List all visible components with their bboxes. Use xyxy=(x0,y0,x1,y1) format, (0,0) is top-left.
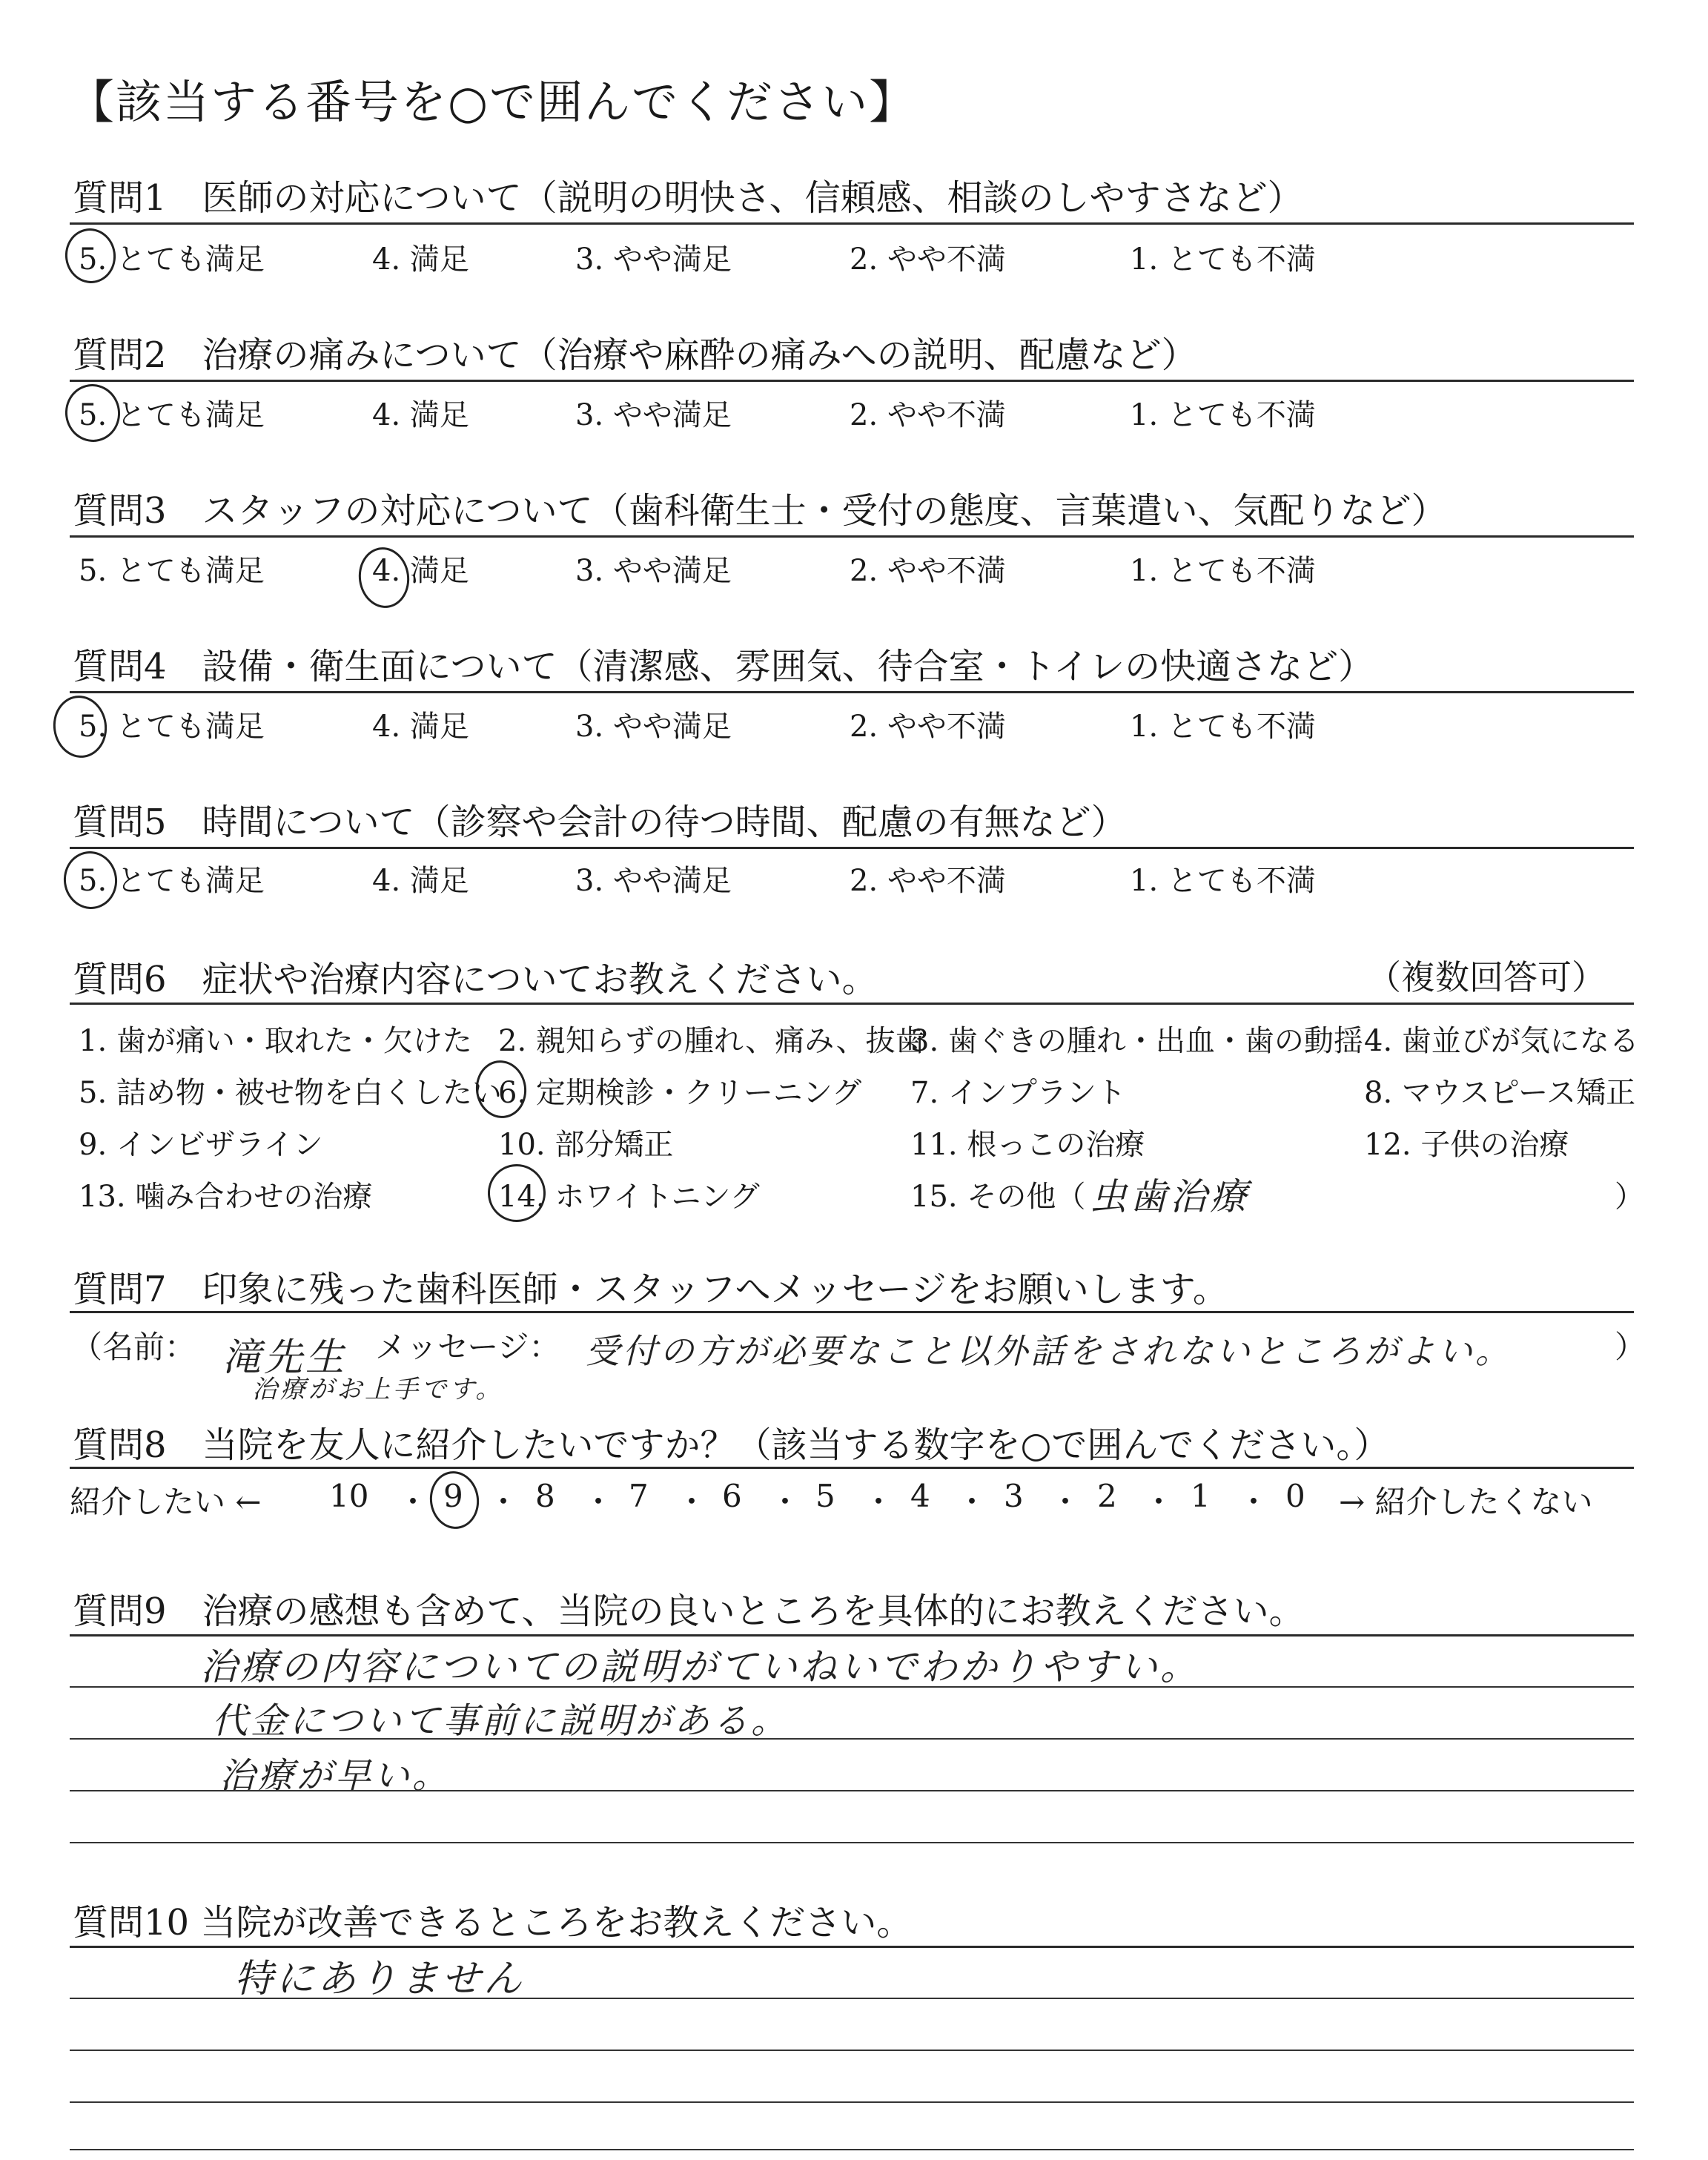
q5-option-1[interactable]: 1. とても不満 xyxy=(1130,864,1316,898)
q3-option-4[interactable]: 4. 満足 xyxy=(372,554,469,588)
q8-dot: ・ xyxy=(769,1484,801,1520)
q8-scale-10[interactable]: 10 xyxy=(329,1478,369,1514)
q8-dot: ・ xyxy=(676,1484,708,1520)
q8-scale-8[interactable]: 8 xyxy=(535,1478,555,1514)
q9-answer-line-1: 治療の内容についての説明がていねいでわかりやすい。 xyxy=(200,1645,1200,1688)
q2-option-2[interactable]: 2. やや不満 xyxy=(850,398,1006,432)
q7-message-text: 受付の方が必要なこと以外話をされないところがよい。 xyxy=(586,1331,1512,1371)
q2-option-1[interactable]: 1. とても不満 xyxy=(1130,398,1316,432)
q6-item-9[interactable]: 9. インビザライン xyxy=(79,1128,323,1162)
q3-option-3[interactable]: 3. やや満足 xyxy=(575,554,732,588)
q8-scale-6[interactable]: 6 xyxy=(722,1478,742,1514)
q8-dot: ・ xyxy=(863,1484,895,1520)
question-8-title: 質問8 当院を友人に紹介したいですか？（該当する数字を○で囲んでください。） xyxy=(73,1424,1390,1466)
q7-name-value: 滝先生 xyxy=(222,1335,348,1380)
q8-scale-5[interactable]: 5 xyxy=(815,1478,835,1514)
question-4-rule xyxy=(70,691,1634,693)
q2-option-4[interactable]: 4. 満足 xyxy=(372,398,469,432)
q1-option-2[interactable]: 2. やや不満 xyxy=(850,242,1006,277)
answer-line xyxy=(70,2149,1634,2150)
q8-dot: ・ xyxy=(956,1484,988,1520)
question-10-title: 質問10 当院が改善できるところをお教えください。 xyxy=(73,1902,913,1943)
q3-option-2[interactable]: 2. やや不満 xyxy=(850,554,1006,588)
q8-scale-7[interactable]: 7 xyxy=(629,1478,649,1514)
q8-scale-1[interactable]: 1 xyxy=(1191,1478,1211,1514)
q7-doctor-note: 治療がお上手です。 xyxy=(252,1375,504,1404)
q4-option-5[interactable]: 5. とても満足 xyxy=(79,710,265,744)
q6-other-answer: 虫歯治療 xyxy=(1090,1175,1250,1218)
q8-selected-circle xyxy=(426,1468,483,1532)
q1-option-5[interactable]: 5. とても満足 xyxy=(79,242,265,277)
q4-option-1[interactable]: 1. とても不満 xyxy=(1130,710,1316,744)
question-3-rule xyxy=(70,535,1634,538)
q3-option-1[interactable]: 1. とても不満 xyxy=(1130,554,1316,588)
q6-item-7[interactable]: 7. インプラント xyxy=(910,1076,1126,1110)
q3-option-5[interactable]: 5. とても満足 xyxy=(79,554,265,588)
multiple-answer-note: （複数回答可） xyxy=(1367,957,1606,997)
q8-dot: ・ xyxy=(397,1484,429,1520)
question-3-title: 質問3 スタッフの対応について（歯科衛生士・受付の態度、言葉遣い、気配りなど） xyxy=(73,490,1447,532)
q8-dot: ・ xyxy=(583,1484,615,1520)
q6-item-14[interactable]: 14. ホワイトニング xyxy=(498,1180,760,1214)
q6-selected-circle-6 xyxy=(472,1057,530,1122)
q5-option-4[interactable]: 4. 満足 xyxy=(372,864,469,898)
q6-item-2[interactable]: 2. 親知らずの腫れ、痛み、抜歯 xyxy=(498,1024,925,1058)
q4-option-4[interactable]: 4. 満足 xyxy=(372,710,469,744)
q2-option-3[interactable]: 3. やや満足 xyxy=(575,398,732,432)
q6-item-11[interactable]: 11. 根っこの治療 xyxy=(910,1128,1145,1162)
q2-selected-circle xyxy=(62,380,124,446)
question-7-rule xyxy=(70,1311,1634,1313)
q5-option-2[interactable]: 2. やや不満 xyxy=(850,864,1006,898)
q1-option-3[interactable]: 3. やや満足 xyxy=(575,242,732,277)
question-5-title: 質問5 時間について（診察や会計の待つ時間、配慮の有無など） xyxy=(73,802,1127,843)
q2-option-5[interactable]: 5. とても満足 xyxy=(79,398,265,432)
question-9-title: 質問9 治療の感想も含めて、当院の良いところを具体的にお教えください。 xyxy=(73,1591,1305,1632)
q6-item-10[interactable]: 10. 部分矯正 xyxy=(498,1128,674,1162)
q6-item-15[interactable]: 15. その他（ xyxy=(910,1180,1086,1214)
q4-option-2[interactable]: 2. やや不満 xyxy=(850,710,1006,744)
page-title: 【該当する番号を○で囲んでください】 xyxy=(68,75,917,129)
q7-close: ） xyxy=(1615,1329,1646,1365)
answer-line xyxy=(70,1842,1634,1843)
q10-answer-line-1: 特にありません xyxy=(234,1957,526,2001)
q9-answer-line-3: 治療が早い。 xyxy=(219,1755,451,1797)
answer-line xyxy=(70,2101,1634,2103)
q8-scale-4[interactable]: 4 xyxy=(910,1478,930,1514)
q6-selected-circle-14 xyxy=(484,1160,549,1226)
q1-option-1[interactable]: 1. とても不満 xyxy=(1130,242,1316,277)
q8-right-label: → 紹介したくない xyxy=(1339,1484,1593,1520)
q8-dot: ・ xyxy=(1238,1484,1270,1520)
q8-left-label: 紹介したい ← xyxy=(70,1484,262,1520)
q6-item-12[interactable]: 12. 子供の治療 xyxy=(1364,1128,1569,1162)
q5-option-3[interactable]: 3. やや満足 xyxy=(575,864,732,898)
question-7-title: 質問7 印象に残った歯科医師・スタッフへメッセージをお願いします。 xyxy=(73,1269,1228,1310)
q7-name-label: （名前： xyxy=(71,1329,196,1365)
question-4-title: 質問4 設備・衛生面について（清潔感、雰囲気、待合室・トイレの快適さなど） xyxy=(73,646,1374,687)
answer-line xyxy=(70,2050,1634,2051)
q8-dot: ・ xyxy=(1050,1484,1082,1520)
question-2-title: 質問2 治療の痛みについて（治療や麻酔の痛みへの説明、配慮など） xyxy=(73,334,1197,376)
question-2-rule xyxy=(70,380,1634,382)
q8-scale-2[interactable]: 2 xyxy=(1097,1478,1117,1514)
q6-item-6[interactable]: 6. 定期検診・クリーニング xyxy=(498,1076,862,1110)
q5-option-5[interactable]: 5. とても満足 xyxy=(79,864,265,898)
q6-item-3[interactable]: 3. 歯ぐきの腫れ・出血・歯の動揺 xyxy=(910,1024,1363,1058)
question-9-rule xyxy=(70,1634,1634,1636)
q6-item-8[interactable]: 8. マウスピース矯正 xyxy=(1364,1076,1636,1110)
question-6-title: 質問6 症状や治療内容についてお教えください。 xyxy=(73,959,878,1000)
q8-dot: ・ xyxy=(1143,1484,1175,1520)
q6-item-13[interactable]: 13. 噛み合わせの治療 xyxy=(79,1180,373,1214)
q7-message-label: メッセージ： xyxy=(375,1329,560,1365)
q1-option-4[interactable]: 4. 満足 xyxy=(372,242,469,277)
question-1-title: 質問1 医師の対応について（説明の明快さ、信頼感、相談のしやすさなど） xyxy=(73,177,1303,219)
q6-item-4[interactable]: 4. 歯並びが気になる xyxy=(1364,1024,1639,1058)
question-1-rule xyxy=(70,222,1634,225)
q9-answer-line-2: 代金について事前に説明がある。 xyxy=(212,1700,790,1742)
q6-item-5[interactable]: 5. 詰め物・被せ物を白くしたい xyxy=(79,1076,502,1110)
q6-item-1[interactable]: 1. 歯が痛い・取れた・欠けた xyxy=(79,1024,472,1058)
q8-scale-9[interactable]: 9 xyxy=(443,1478,463,1514)
question-5-rule xyxy=(70,847,1634,849)
q4-option-3[interactable]: 3. やや満足 xyxy=(575,710,732,744)
question-6-rule xyxy=(70,1003,1634,1005)
q8-scale-3[interactable]: 3 xyxy=(1004,1478,1024,1514)
q8-scale-0[interactable]: 0 xyxy=(1285,1478,1305,1514)
q6-other-close: ） xyxy=(1615,1180,1644,1214)
q8-dot: ・ xyxy=(488,1484,520,1520)
question-8-rule xyxy=(70,1467,1634,1469)
